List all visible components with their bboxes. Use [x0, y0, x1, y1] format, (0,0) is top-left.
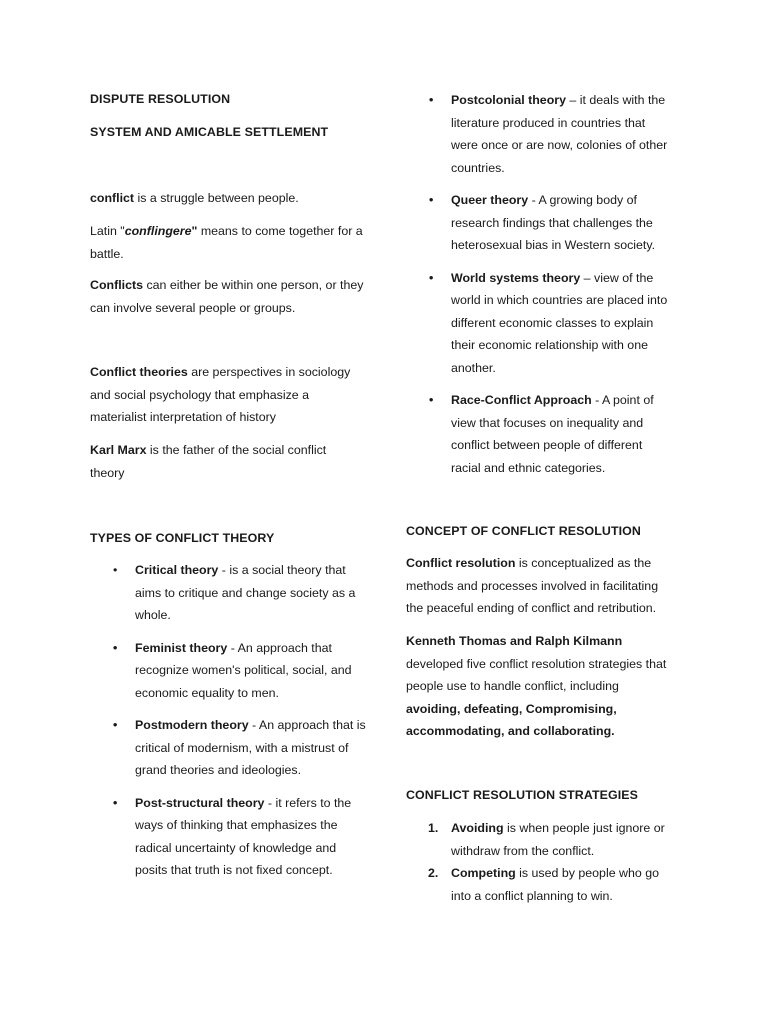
list-item-text: - A point of view that focuses on inequality and conflict between people of different racial and ethnic categories.: [451, 393, 654, 475]
paragraph-thomas-kilmann: [406, 630, 676, 743]
list-item-term: Postcolonial theory: [451, 93, 566, 107]
list-number: 2.: [428, 866, 439, 880]
bullet-icon: •: [429, 193, 434, 207]
paragraph-conflict-resolution: [406, 552, 676, 620]
section-heading-types: TYPES OF CONFLICT THEORY: [90, 531, 275, 545]
term-conflict: conflict: [90, 191, 135, 205]
paragraph-text: Latin ": [90, 224, 125, 238]
bullet-icon: •: [429, 270, 434, 285]
paragraph-text: are perspectives in sociology and social psychology that emphasize a materialist interpretation of history: [90, 365, 351, 424]
term-conflict-theories: Conflict theories: [90, 365, 188, 379]
list-item-term: Feminist theory: [135, 640, 228, 655]
list-item-text: - An approach that is critical of modernism, with a mistrust of grand theories and ideologies.: [135, 718, 366, 777]
strategies-list: [428, 817, 676, 907]
list-item-text: - An approach that recognize women's political, social, and economic equality to men.: [135, 640, 352, 700]
list-item: [429, 89, 673, 179]
list-item-text: – it deals with the literature produced in countries that were once or are now, colonies of other countries.: [451, 93, 668, 175]
list-item-text: is used by people who go into a conflict planning to win.: [451, 866, 659, 903]
paragraph-latin-origin: [90, 220, 365, 265]
strategies-bold-list: avoiding, defeating, Compromising, accommodating, and collaborating.: [406, 701, 617, 738]
term-thomas-kilmann: Kenneth Thomas and Ralph Kilmann: [406, 634, 623, 648]
paragraph-text: can either be within one person, or they can involve several people or groups.: [90, 278, 364, 315]
list-item: [429, 389, 673, 479]
list-item-text: - it refers to the ways of thinking that emphasizes the radical uncertainty of knowledge and posits that truth is not fixed concept.: [135, 795, 352, 877]
list-item-term: Competing: [451, 866, 516, 880]
bullet-icon: •: [113, 563, 118, 577]
list-item-text: - A growing body of research findings that challenges the heterosexual bias in Western society.: [451, 193, 656, 252]
list-item-term: Avoiding: [451, 821, 504, 835]
bullet-icon: •: [113, 795, 118, 810]
paragraph-text: is a struggle between people.: [134, 191, 299, 205]
bullet-icon: •: [113, 718, 118, 732]
bullet-icon: •: [113, 640, 118, 655]
list-item-term: Critical theory: [135, 563, 219, 577]
list-item: [429, 189, 673, 257]
list-item: [113, 559, 367, 627]
list-item-term: Race-Conflict Approach: [451, 393, 592, 407]
document-title: DISPUTE RESOLUTION: [90, 92, 231, 106]
paragraph-text: is conceptualized as the methods and processes involved in facilitating the peaceful ending of conflict and retribution.: [406, 556, 659, 615]
term-karl-marx: Karl Marx: [90, 443, 147, 457]
paragraph-conflict-definition: [90, 187, 370, 210]
section-heading-concept: CONCEPT OF CONFLICT RESOLUTION: [406, 524, 641, 538]
bullet-icon: •: [429, 393, 434, 407]
list-item-text: – view of the world in which countries are placed into different economic classes to explain their economic relationship with one another.: [451, 270, 668, 375]
paragraph-conflicts-scope: [90, 274, 365, 319]
list-item: [428, 862, 676, 907]
list-item: [113, 714, 367, 782]
section-heading-strategies: CONFLICT RESOLUTION STRATEGIES: [406, 788, 638, 802]
quote-mark: ": [191, 224, 198, 238]
list-item: [428, 817, 676, 862]
list-number: 1.: [428, 821, 439, 835]
list-item-term: Postmodern theory: [135, 718, 249, 732]
list-item-term: World systems theory: [451, 270, 581, 285]
term-conflicts: Conflicts: [90, 278, 144, 292]
theories-list: [429, 89, 673, 479]
paragraph-text: developed five conflict resolution strategies that people use to handle conflict, including: [406, 656, 667, 693]
list-item: [113, 637, 367, 705]
list-item-term: Queer theory: [451, 193, 529, 207]
list-item: [429, 267, 673, 380]
bullet-icon: •: [429, 93, 434, 107]
paragraph-karl-marx: [90, 439, 350, 484]
list-item-text: is when people just ignore or withdraw from the conflict.: [451, 821, 665, 858]
document-subtitle: SYSTEM AND AMICABLE SETTLEMENT: [90, 125, 329, 139]
term-conflingere: conflingere: [124, 224, 192, 238]
paragraph-text: is the father of the social conflict theory: [90, 443, 327, 480]
paragraph-text: means to come together for a battle.: [90, 224, 363, 261]
list-item-text: - is a social theory that aims to critique and change society as a whole.: [135, 563, 356, 622]
list-item: [113, 792, 367, 882]
types-list: [113, 559, 367, 882]
paragraph-conflict-theories: [90, 361, 365, 429]
list-item-term: Post-structural theory: [135, 795, 265, 810]
term-conflict-resolution: Conflict resolution: [406, 556, 516, 570]
